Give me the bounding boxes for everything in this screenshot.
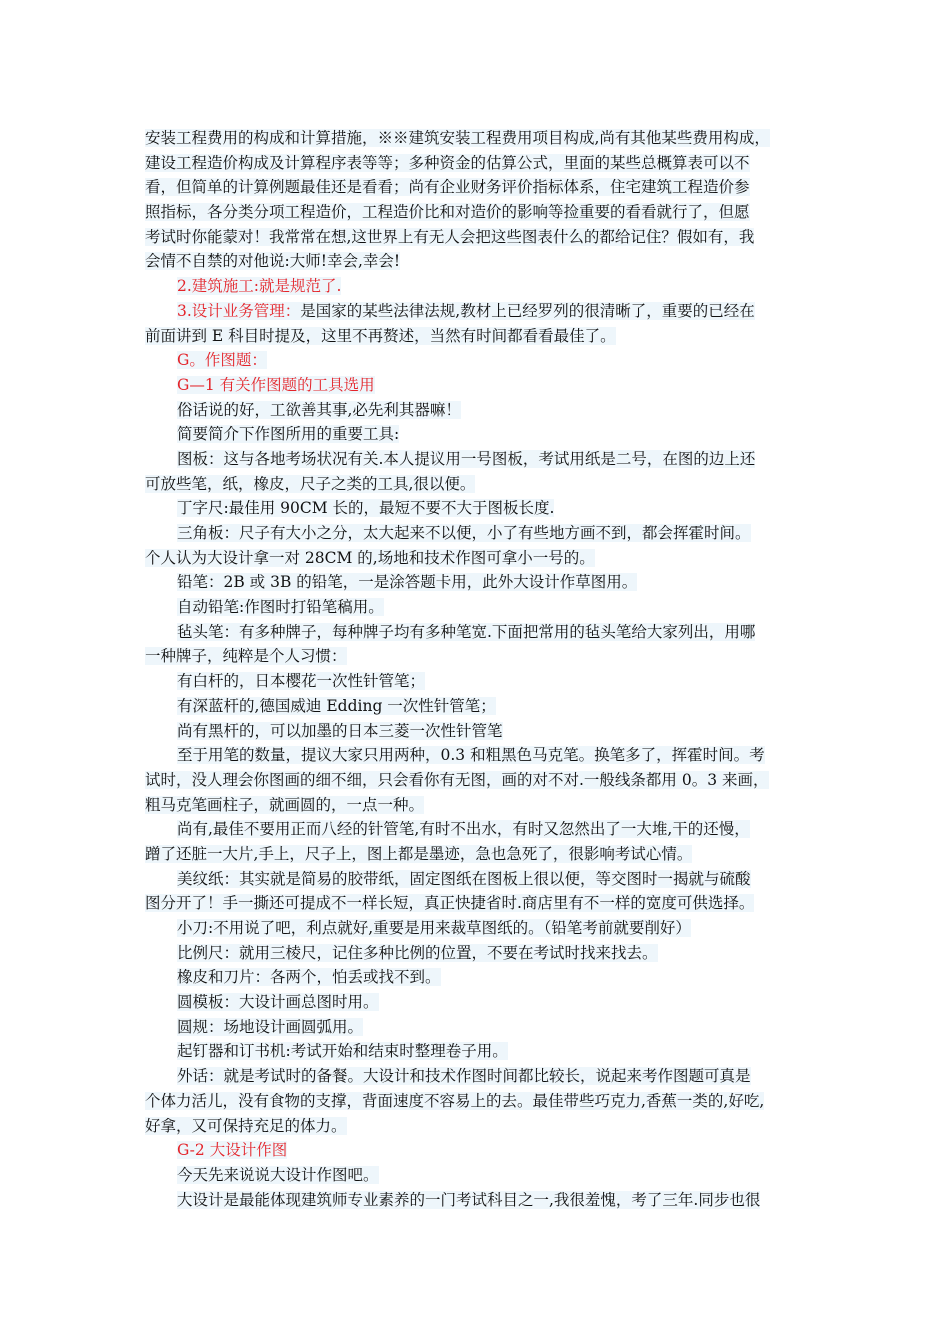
text-line xyxy=(145,299,813,324)
line-text: 简要简介下作图所用的重要工具: xyxy=(177,425,400,444)
text-line xyxy=(145,1015,813,1040)
line-text: 美纹纸：其实就是简易的胶带纸，固定图纸在图板上很以便，等交图时一揭就与硫酸 xyxy=(177,869,751,888)
text-line xyxy=(145,324,813,349)
text-line xyxy=(145,867,813,892)
line-text: 至于用笔的数量，提议大家只用两种，0.3 和粗黑色马克笔。换笔多了，挥霍时间。考 xyxy=(177,746,765,765)
text-line xyxy=(145,126,813,151)
line-text: 可放些笔，纸，橡皮，尺子之类的工具,很以便。 xyxy=(145,474,476,493)
line-text: 外话：就是考试时的备餐。大设计和技术作图时间都比较长，说起来考作图题可真是 xyxy=(177,1067,751,1086)
text-line xyxy=(145,348,813,373)
line-text: 小刀:不用说了吧，利点就好,重要是用来裁草图纸的。（铅笔考前就要削好） xyxy=(177,919,691,937)
line-text: 铅笔：2B 或 3B 的铅笔，一是涂答题卡用，此外大设计作草图用。 xyxy=(177,573,638,592)
text-line xyxy=(145,719,813,744)
line-text: 个体力活儿，没有食物的支撑，背面速度不容易上的去。最佳带些巧克力,香蕉一类的,好吃, xyxy=(145,1091,765,1110)
text-line xyxy=(145,768,813,793)
text-line xyxy=(145,669,813,694)
line-text: 前面讲到 E 科目时提及，这里不再赘述，当然有时间都看看最佳了。 xyxy=(145,326,616,345)
line-text: 有深蓝杆的,德国威迪 Edding 一次性针管笔； xyxy=(177,696,496,715)
line-text: 个人认为大设计拿一对 28CM 的,场地和技术作图可拿小一号的。 xyxy=(145,548,595,567)
line-text: 有白杆的，日本樱花一次性针管笔； xyxy=(177,672,426,691)
text-line xyxy=(145,1114,813,1139)
line-text: 会情不自禁的对他说:大师!幸会,幸会! xyxy=(145,252,401,271)
text-line xyxy=(145,990,813,1015)
line-text: 图板：这与各地考场状况有关.本人提议用一号图板，考试用纸是二号，在图的边上还 xyxy=(177,449,756,468)
line-text: 建设工程造价构成及计算程序表等等；多种资金的估算公式，里面的某些总概算表可以不 xyxy=(145,153,750,172)
line-text: 看，但简单的计算例题最佳还是看看；尚有企业财务评价指标体系，住宅建筑工程造价参 xyxy=(145,178,750,197)
text-line xyxy=(145,274,813,299)
text-line xyxy=(145,1163,813,1188)
text-line xyxy=(145,916,813,941)
heading-text: 2.建筑施工:就是规范了. xyxy=(177,277,342,296)
text-line xyxy=(145,225,813,250)
text-line xyxy=(145,1039,813,1064)
text-line xyxy=(145,817,813,842)
heading-text: G-2 大设计作图 xyxy=(177,1141,288,1160)
text-line xyxy=(145,472,813,497)
text-line xyxy=(145,447,813,472)
line-text: 试时，没人理会你图画的细不细，只会看你有无图，画的对不对.一般线条都用 0。3 来画， xyxy=(145,770,769,789)
text-line xyxy=(145,422,813,447)
line-text: 圆模板：大设计画总图时用。 xyxy=(177,993,379,1012)
line-text: 丁字尺:最佳用 90CM 长的，最短不要不大于图板长度. xyxy=(177,499,555,518)
text-line xyxy=(145,891,813,916)
line-text: 好拿，又可保持充足的体力。 xyxy=(145,1116,347,1135)
text-line xyxy=(145,842,813,867)
text-line xyxy=(145,743,813,768)
text-line xyxy=(145,521,813,546)
text-line xyxy=(145,620,813,645)
heading-text: G。作图题： xyxy=(177,351,267,370)
line-text: 毡头笔：有多种牌子，每种牌子均有多种笔宽.下面把常用的毡头笔给大家列出，用哪 xyxy=(177,622,756,641)
text-line xyxy=(145,1064,813,1089)
text-line xyxy=(145,200,813,225)
text-line xyxy=(145,546,813,571)
heading-text: G—1 有关作图题的工具选用 xyxy=(177,375,375,394)
text-line xyxy=(145,398,813,423)
text-line xyxy=(145,965,813,990)
line-text-rest: 是国家的某些法律法规,教材上已经罗列的很清晰了，重要的已经在 xyxy=(300,301,755,320)
text-line xyxy=(145,1138,813,1163)
text-line xyxy=(145,175,813,200)
text-line xyxy=(145,496,813,521)
line-text: 粗马克笔画柱子，就画圆的，一点一种。 xyxy=(145,795,425,814)
text-line xyxy=(145,941,813,966)
text-line xyxy=(145,793,813,818)
document-body xyxy=(145,126,813,1212)
line-text: 尚有,最佳不要用正而八经的针管笔,有时不出水，有时又忽然出了一大堆,干的还慢， xyxy=(177,820,750,839)
heading-text: 3.设计业务管理： xyxy=(177,301,301,320)
line-text: 尚有黑杆的，可以加墨的日本三菱一次性针管笔 xyxy=(177,721,503,740)
text-line xyxy=(145,249,813,274)
line-text: 蹭了还脏一大片,手上，尺子上，图上都是墨迹，急也急死了，很影响考试心情。 xyxy=(145,844,693,863)
line-text: 自动铅笔:作图时打铅笔稿用。 xyxy=(177,598,384,617)
line-text: 考试时你能蒙对！我常常在想,这世界上有无人会把这些图表什么的都给记住？假如有，我 xyxy=(145,227,755,246)
line-text: 一种牌子，纯粹是个人习惯： xyxy=(145,647,347,666)
text-line xyxy=(145,694,813,719)
line-text: 起钉器和订书机:考试开始和结束时整理卷子用。 xyxy=(177,1042,508,1061)
line-text: 大设计是最能体现建筑师专业素养的一门考试科目之一,我很羞愧，考了三年.同步也很 xyxy=(177,1190,761,1209)
line-text: 三角板：尺子有大小之分，太大起来不以便，小了有些地方画不到，都会挥霍时间。 xyxy=(177,524,751,542)
line-text: 圆规：场地设计画圆弧用。 xyxy=(177,1017,364,1036)
text-line xyxy=(145,595,813,620)
line-text: 俗话说的好，工欲善其事,必先利其器嘛！ xyxy=(177,400,461,419)
line-text: 橡皮和刀片：各两个，怕丢或找不到。 xyxy=(177,968,441,987)
text-line xyxy=(145,570,813,595)
line-text: 今天先来说说大设计作图吧。 xyxy=(177,1165,379,1184)
line-text: 安装工程费用的构成和计算措施，※※建筑安装工程费用项目构成,尚有其他某些费用构成， xyxy=(145,129,770,147)
line-text: 图分开了！手一撕还可提成不一样长短，真正快捷省时.商店里有不一样的宽度可供选择。 xyxy=(145,894,755,913)
text-line xyxy=(145,1188,813,1213)
line-text: 比例尺：就用三棱尺，记住多种比例的位置，不要在考试时找来找去。 xyxy=(177,943,658,962)
text-line xyxy=(145,1089,813,1114)
text-line xyxy=(145,151,813,176)
text-line xyxy=(145,373,813,398)
text-line xyxy=(145,644,813,669)
line-text: 照指标，各分类分项工程造价，工程造价比和对造价的影响等捡重要的看看就行了，但愿 xyxy=(145,203,750,222)
